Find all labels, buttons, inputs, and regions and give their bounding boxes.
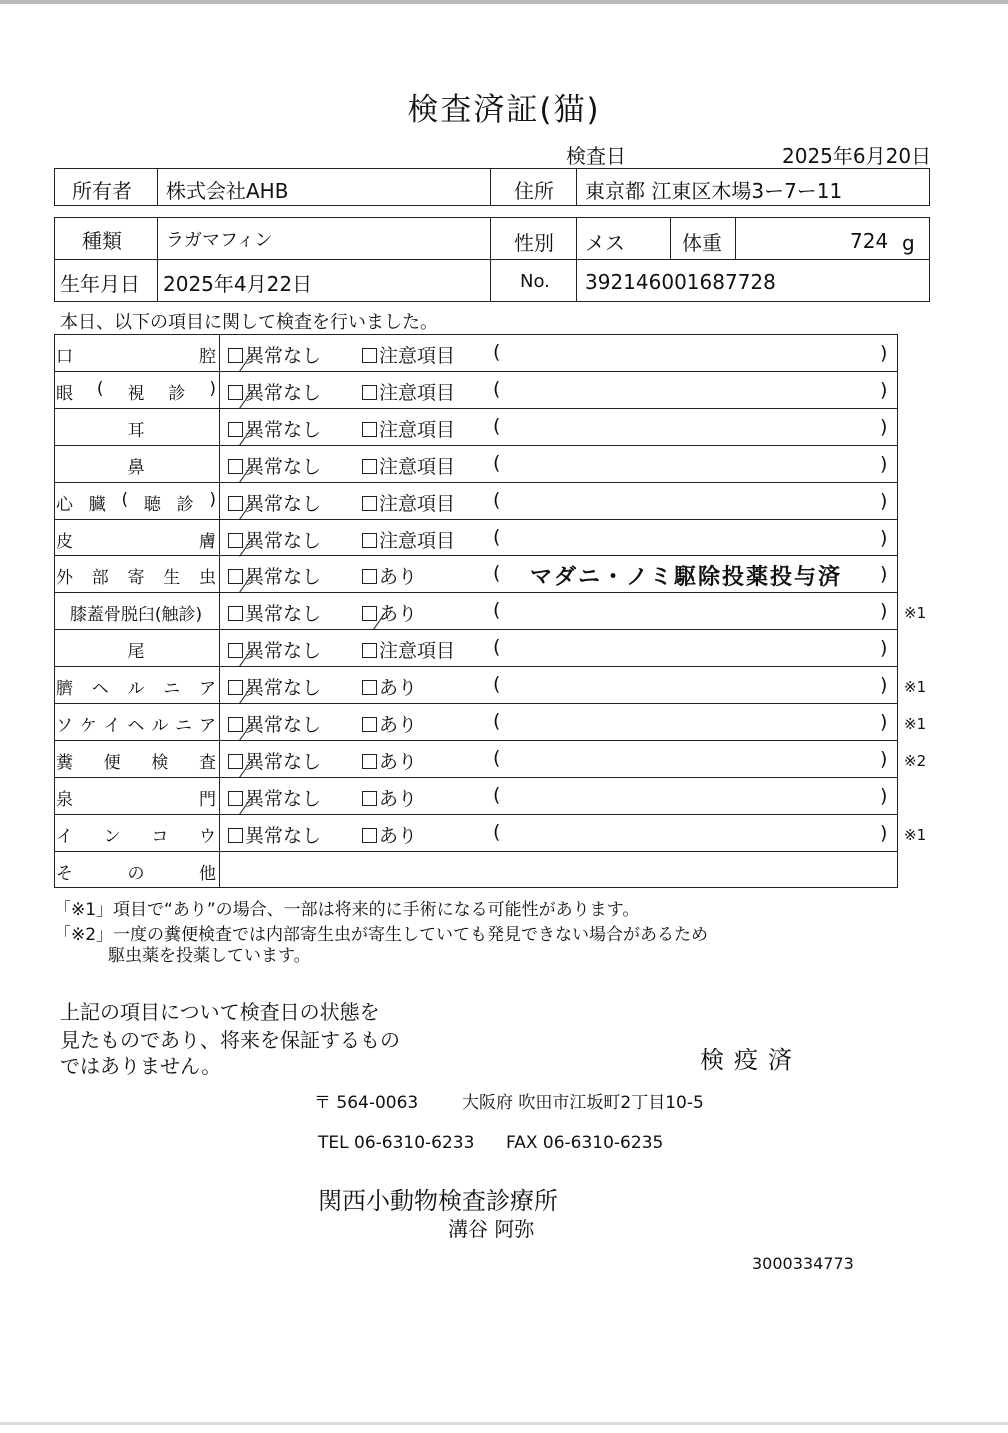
row-divider bbox=[54, 629, 898, 630]
row-label-char: 膚 bbox=[199, 531, 216, 552]
normal-option[interactable] bbox=[228, 415, 321, 442]
other-option-label: 注意項目 bbox=[379, 492, 456, 515]
other-option[interactable] bbox=[362, 673, 417, 700]
other-option[interactable] bbox=[362, 415, 455, 442]
footnote-1: 「※1」項目で“あり”の場合、一部は将来的に手術になる可能性があります。 bbox=[54, 900, 640, 920]
inspection-stamp: 検疫済 bbox=[700, 1046, 802, 1074]
owner-label: 所有者 bbox=[72, 179, 132, 203]
other-option-label: 注意項目 bbox=[379, 381, 456, 404]
item-row-label bbox=[56, 416, 216, 441]
other-option[interactable] bbox=[362, 526, 455, 553]
other-option[interactable] bbox=[362, 489, 455, 516]
other-option[interactable] bbox=[362, 747, 417, 774]
remark-text: マダニ・ノミ駆除投薬投与済 bbox=[530, 565, 843, 591]
other-checkbox[interactable] bbox=[362, 459, 377, 474]
breed-label: 種類 bbox=[82, 229, 122, 253]
other-option[interactable] bbox=[362, 452, 455, 479]
other-option[interactable] bbox=[362, 341, 455, 368]
number-value: 392146001687728 bbox=[585, 270, 776, 294]
item-row-label bbox=[56, 379, 216, 404]
row-label-char: 寄 bbox=[127, 568, 145, 589]
item-row-label bbox=[56, 490, 216, 515]
weight-value: 724 bbox=[850, 229, 889, 253]
address-label: 住所 bbox=[514, 179, 554, 203]
remark-close-paren: ) bbox=[880, 711, 888, 733]
remark-open-paren: ( bbox=[493, 820, 501, 843]
row-label-char: 検 bbox=[151, 752, 169, 773]
document-number: 3000334773 bbox=[752, 1254, 854, 1273]
row-label-char: 糞 bbox=[56, 752, 73, 773]
row-label-char: 門 bbox=[199, 789, 216, 810]
row-label-char: ( bbox=[96, 378, 104, 399]
exam-date-label: 検査日 bbox=[566, 144, 626, 168]
normal-option-label: 異常なし bbox=[245, 492, 322, 515]
row-label-char: 口 bbox=[56, 347, 73, 367]
row-label-char: 眼 bbox=[56, 383, 73, 404]
vet-name: 溝谷 阿弥 bbox=[448, 1217, 535, 1241]
normal-option[interactable] bbox=[228, 821, 321, 848]
row-label-char: 他 bbox=[199, 863, 216, 884]
remark-close-paren: ) bbox=[880, 415, 888, 438]
postal-code: 〒 564-0063 bbox=[314, 1093, 419, 1113]
other-option[interactable] bbox=[362, 784, 417, 811]
other-checkbox[interactable] bbox=[362, 828, 377, 843]
normal-checkbox[interactable] bbox=[228, 569, 243, 584]
other-option[interactable] bbox=[362, 562, 417, 589]
item-row-label bbox=[56, 342, 216, 367]
other-option-label: あり bbox=[379, 677, 418, 700]
clinic-fax: FAX 06-6310-6235 bbox=[506, 1133, 664, 1153]
remark-open-paren: ( bbox=[493, 414, 501, 437]
row-label-char: ル bbox=[127, 679, 145, 700]
normal-option[interactable] bbox=[228, 341, 321, 368]
normal-checkbox[interactable] bbox=[228, 496, 243, 511]
normal-option-label: 異常なし bbox=[245, 381, 322, 404]
normal-option-label: 異常なし bbox=[245, 345, 322, 367]
note-mark: ※1 bbox=[904, 604, 927, 623]
row-label-char: ア bbox=[198, 716, 216, 736]
normal-checkbox[interactable] bbox=[228, 643, 243, 658]
row-label-char: 皮 bbox=[56, 531, 73, 552]
row-label-char: 臓 bbox=[88, 494, 106, 515]
other-row-label bbox=[56, 859, 216, 884]
normal-checkbox[interactable] bbox=[228, 459, 243, 474]
item-row-label bbox=[56, 453, 216, 478]
normal-checkbox[interactable] bbox=[228, 754, 243, 769]
other-option[interactable] bbox=[362, 821, 417, 848]
normal-checkbox[interactable] bbox=[228, 680, 243, 695]
other-option[interactable] bbox=[362, 710, 417, 737]
row-label-char: イ bbox=[103, 716, 121, 736]
normal-option-label: 異常なし bbox=[245, 714, 322, 736]
number-label: No. bbox=[520, 271, 550, 292]
disclaimer-line-2: 見たものであり、将来を保証するもの bbox=[60, 1028, 400, 1052]
other-option-label: 注意項目 bbox=[379, 345, 456, 367]
other-option-label: 注意項目 bbox=[379, 529, 456, 552]
row-label-char: 心 bbox=[56, 494, 73, 515]
other-option-label: あり bbox=[379, 714, 418, 736]
other-option-label: 注意項目 bbox=[379, 455, 456, 478]
other-option[interactable] bbox=[362, 636, 455, 663]
row-divider bbox=[54, 777, 898, 778]
row-label-char: ン bbox=[103, 826, 121, 847]
remark-close-paren: ) bbox=[880, 784, 888, 807]
birth-value: 2025年4月22日 bbox=[163, 272, 313, 296]
row-divider bbox=[54, 851, 898, 852]
remark-open-paren: ( bbox=[493, 488, 501, 511]
normal-option-label: 異常なし bbox=[245, 455, 322, 478]
row-label-char: ア bbox=[199, 679, 216, 700]
normal-option-label: 異常なし bbox=[245, 640, 322, 663]
row-label-char: 診 bbox=[176, 494, 194, 515]
clinic-name: 関西小動物検査診療所 bbox=[318, 1187, 558, 1215]
other-checkbox[interactable] bbox=[362, 680, 377, 695]
row-label-char: イ bbox=[56, 826, 73, 847]
row-label-char: 臍 bbox=[56, 679, 73, 700]
row-label-char: ケ bbox=[79, 716, 97, 736]
normal-option-label: 異常なし bbox=[245, 566, 322, 589]
row-label-char: 査 bbox=[198, 752, 216, 773]
remark-close-paren: ) bbox=[880, 747, 888, 770]
item-row-label bbox=[56, 563, 216, 588]
row-divider bbox=[54, 703, 898, 704]
normal-checkbox[interactable] bbox=[228, 385, 243, 400]
normal-option[interactable] bbox=[228, 599, 321, 626]
remark-close-paren: ) bbox=[880, 821, 888, 844]
other-checkbox[interactable] bbox=[362, 385, 377, 400]
other-checkbox[interactable] bbox=[362, 422, 377, 437]
row-label-char: ( bbox=[121, 489, 129, 510]
note-mark: ※1 bbox=[904, 825, 927, 844]
row-label-char: 腔 bbox=[199, 347, 216, 367]
remark-close-paren: ) bbox=[880, 489, 888, 512]
remark-close-paren: ) bbox=[880, 342, 888, 364]
row-label-char: コ bbox=[151, 826, 169, 847]
note-mark: ※1 bbox=[904, 678, 927, 697]
row-label-char: 尾 bbox=[127, 642, 145, 663]
other-checkbox[interactable] bbox=[362, 791, 377, 806]
remark-open-paren: ( bbox=[493, 783, 501, 806]
normal-checkbox[interactable] bbox=[228, 791, 243, 806]
item-row-label bbox=[56, 600, 216, 625]
other-option-label: 注意項目 bbox=[379, 418, 456, 441]
note-mark: ※1 bbox=[904, 715, 927, 733]
remark-close-paren: ) bbox=[880, 637, 888, 660]
row-label-char: ヘ bbox=[127, 716, 145, 736]
row-label-char: 診 bbox=[168, 383, 186, 404]
other-checkbox[interactable] bbox=[362, 533, 377, 548]
row-divider bbox=[54, 740, 898, 741]
row-divider bbox=[54, 408, 898, 409]
row-label-char: の bbox=[127, 863, 145, 884]
other-option[interactable] bbox=[362, 378, 455, 405]
row-label-char: ニ bbox=[163, 679, 181, 700]
other-checkbox[interactable] bbox=[362, 643, 377, 658]
normal-option-label: 異常なし bbox=[245, 677, 322, 700]
footnote-2-cont: 駆虫薬を投薬しています。 bbox=[108, 946, 311, 966]
row-divider bbox=[54, 555, 898, 556]
scan-bottom-edge bbox=[0, 1422, 1008, 1425]
item-row-label bbox=[56, 674, 216, 699]
sex-label: 性別 bbox=[514, 231, 554, 255]
row-label-char: ヘ bbox=[91, 679, 109, 700]
document-title: 検査済証(猫) bbox=[407, 92, 601, 128]
row-divider bbox=[54, 666, 898, 667]
exam-date-value: 2025年6月20日 bbox=[782, 144, 932, 168]
item-row-label bbox=[56, 637, 216, 662]
row-divider bbox=[54, 371, 898, 372]
other-option-label: あり bbox=[379, 824, 418, 847]
row-divider bbox=[54, 592, 898, 593]
normal-option[interactable] bbox=[228, 710, 321, 737]
birth-label: 生年月日 bbox=[60, 272, 140, 296]
row-label-char: 部 bbox=[91, 568, 109, 589]
inspection-table-divider bbox=[219, 334, 220, 888]
row-label-char: 視 bbox=[127, 383, 145, 404]
item-row-label bbox=[56, 711, 216, 736]
row-label-char: 耳 bbox=[127, 420, 145, 441]
remark-open-paren: ( bbox=[493, 746, 501, 769]
remark-open-paren: ( bbox=[493, 451, 501, 474]
normal-option-label: 異常なし bbox=[245, 787, 322, 810]
other-option[interactable] bbox=[362, 599, 417, 626]
other-checkbox[interactable] bbox=[362, 606, 377, 621]
remark-open-paren: ( bbox=[493, 525, 501, 548]
owner-value: 株式会社AHB bbox=[166, 179, 289, 203]
remark-open-paren: ( bbox=[493, 599, 501, 622]
other-checkbox[interactable] bbox=[362, 569, 377, 584]
remark-close-paren: ) bbox=[880, 452, 888, 475]
normal-checkbox[interactable] bbox=[228, 348, 243, 363]
item-row-label bbox=[56, 527, 216, 552]
row-divider bbox=[54, 445, 898, 446]
row-label-char: 聴 bbox=[143, 494, 161, 515]
remark-open-paren: ( bbox=[493, 562, 501, 585]
row-label-char: 鼻 bbox=[127, 457, 145, 478]
other-checkbox[interactable] bbox=[362, 717, 377, 732]
row-label-char: 外 bbox=[56, 568, 73, 589]
normal-option-label: 異常なし bbox=[245, 824, 322, 847]
other-option-label: あり bbox=[379, 787, 418, 810]
remark-open-paren: ( bbox=[493, 636, 501, 659]
row-label-char: ソ bbox=[56, 716, 73, 736]
normal-option[interactable] bbox=[228, 526, 321, 553]
remark-open-paren: ( bbox=[493, 710, 501, 732]
normal-checkbox[interactable] bbox=[228, 717, 243, 732]
row-label-char: 膝蓋骨脱臼(触診) bbox=[69, 605, 203, 626]
remark-close-paren: ) bbox=[880, 563, 888, 586]
sex-value: メス bbox=[585, 231, 625, 255]
scan-top-edge bbox=[0, 0, 1008, 4]
weight-unit: g bbox=[902, 231, 915, 255]
normal-option[interactable] bbox=[228, 452, 321, 479]
item-row-label bbox=[56, 822, 216, 847]
address-value: 東京都 江東区木場3ー7ー11 bbox=[585, 179, 843, 203]
normal-option-label: 異常なし bbox=[245, 529, 322, 552]
remark-open-paren: ( bbox=[493, 673, 501, 696]
remark-close-paren: ) bbox=[880, 526, 888, 549]
normal-checkbox[interactable] bbox=[228, 606, 243, 621]
clinic-address: 大阪府 吹田市江坂町2丁目10-5 bbox=[462, 1093, 704, 1113]
disclaimer-line-1: 上記の項目について検査日の状態を bbox=[60, 1000, 380, 1024]
row-label-char: ニ bbox=[175, 716, 193, 736]
other-checkbox[interactable] bbox=[362, 754, 377, 769]
normal-option-label: 異常なし bbox=[245, 418, 322, 441]
normal-option[interactable] bbox=[228, 489, 321, 516]
other-option-label: あり bbox=[379, 750, 418, 773]
other-checkbox[interactable] bbox=[362, 496, 377, 511]
normal-option[interactable] bbox=[228, 784, 321, 811]
other-option-label: あり bbox=[379, 566, 418, 589]
row-label-char: ) bbox=[209, 378, 216, 399]
row-divider bbox=[54, 519, 898, 520]
remark-close-paren: ) bbox=[880, 600, 888, 623]
normal-option[interactable] bbox=[228, 636, 321, 663]
item-row-label bbox=[56, 785, 216, 810]
note-mark: ※2 bbox=[904, 751, 927, 770]
row-label-char: 便 bbox=[103, 752, 121, 773]
breed-value: ラガマフィン bbox=[166, 230, 273, 251]
row-label-char: 生 bbox=[163, 568, 181, 589]
remark-open-paren: ( bbox=[493, 377, 501, 400]
row-label-char: ) bbox=[209, 489, 216, 510]
row-label-char: ウ bbox=[198, 826, 216, 847]
other-option-label: あり bbox=[379, 603, 418, 626]
row-label-char: ル bbox=[151, 716, 169, 736]
remark-close-paren: ) bbox=[880, 378, 888, 401]
normal-checkbox[interactable] bbox=[228, 533, 243, 548]
row-divider bbox=[54, 482, 898, 483]
row-divider bbox=[54, 814, 898, 815]
row-label-char: 虫 bbox=[199, 568, 216, 589]
normal-option-label: 異常なし bbox=[245, 750, 322, 773]
normal-option[interactable] bbox=[228, 673, 321, 700]
normal-option[interactable] bbox=[228, 378, 321, 405]
footnote-2: 「※2」一度の糞便検査では内部寄生虫が寄生していても発見できない場合があるため bbox=[54, 925, 709, 945]
weight-label: 体重 bbox=[682, 231, 722, 255]
other-checkbox[interactable] bbox=[362, 348, 377, 363]
row-label-char: そ bbox=[56, 863, 73, 884]
remark-close-paren: ) bbox=[880, 674, 888, 697]
normal-checkbox[interactable] bbox=[228, 828, 243, 843]
row-label-char: 泉 bbox=[56, 789, 73, 810]
clinic-tel: TEL 06-6310-6233 bbox=[318, 1133, 475, 1153]
normal-option-label: 異常なし bbox=[245, 603, 322, 626]
normal-option[interactable] bbox=[228, 747, 321, 774]
remark-open-paren: ( bbox=[493, 341, 501, 363]
normal-option[interactable] bbox=[228, 562, 321, 589]
normal-checkbox[interactable] bbox=[228, 422, 243, 437]
other-option-label: 注意項目 bbox=[379, 640, 456, 663]
disclaimer-line-3: ではありません。 bbox=[60, 1054, 222, 1078]
item-row-label bbox=[56, 748, 216, 773]
intro-text: 本日、以下の項目に関して検査を行いました。 bbox=[60, 312, 438, 333]
